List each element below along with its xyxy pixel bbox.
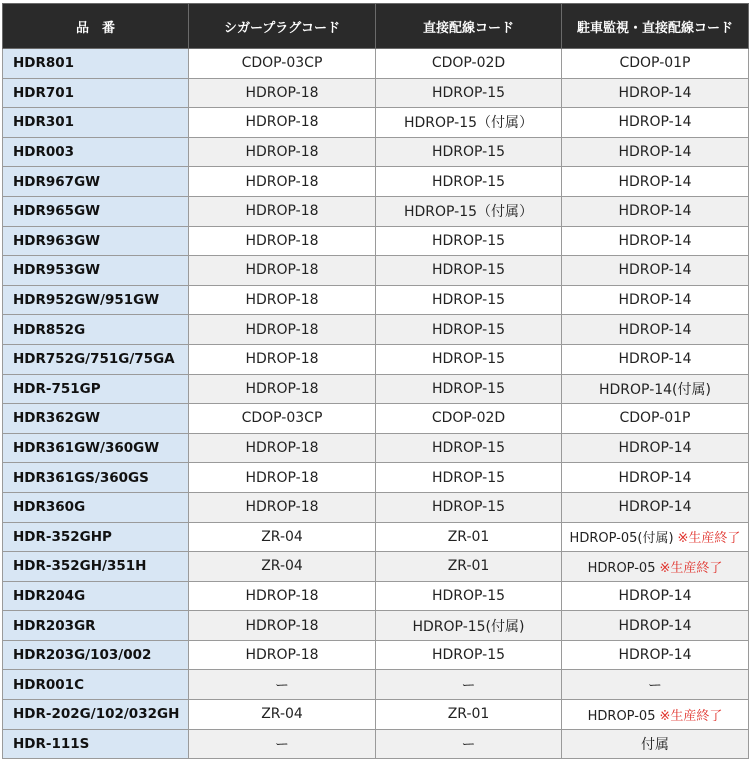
parking-monitor-cord-cell [562, 492, 749, 522]
model-cell: HDR967GW [3, 167, 189, 197]
model-cell: HDR952GW/951GW [3, 285, 189, 315]
table-row [3, 640, 749, 670]
cigar-plug-cord-cell: HDROP-18 [189, 463, 376, 493]
table-row [3, 196, 749, 226]
table-row [3, 700, 749, 730]
direct-wiring-cord-cell: HDROP-15 [376, 433, 562, 463]
cigar-plug-cord-cell: HDROP-18 [189, 256, 376, 286]
model-cell: HDR953GW [3, 256, 189, 286]
direct-wiring-cord-cell: HDROP-15 [376, 78, 562, 108]
parking-monitor-cord-cell [562, 611, 749, 641]
parking-cord-value: HDROP-14 [618, 232, 692, 249]
cigar-plug-cord-cell: ZR-04 [189, 522, 376, 552]
parking-cord-value: HDROP-14 [618, 321, 692, 338]
model-cell: HDR-111S [3, 729, 189, 759]
parking-cord-value: HDROP-14 [618, 292, 692, 309]
parking-cord-value: HDROP-14 [618, 440, 692, 457]
cigar-plug-cord-cell: CDOP-03CP [189, 49, 376, 79]
discontinued-note: ※生産終了 [677, 531, 741, 547]
parking-monitor-cord-cell [562, 344, 749, 374]
direct-wiring-cord-cell: ー [376, 729, 562, 759]
parking-monitor-cord-cell [562, 226, 749, 256]
parking-monitor-cord-cell [562, 552, 749, 582]
header-model: 品 番 [3, 4, 189, 49]
header-parking-monitor-cord: 駐車監視・直接配線コード [562, 4, 749, 49]
direct-wiring-cord-cell: HDROP-15 [376, 285, 562, 315]
discontinued-note: ※生産終了 [659, 708, 723, 724]
parking-cord-value: ー [648, 677, 662, 694]
direct-wiring-cord-cell: HDROP-15 [376, 226, 562, 256]
model-cell: HDR360G [3, 492, 189, 522]
parking-cord-value: HDROP-14(付属) [599, 381, 711, 398]
table-row [3, 581, 749, 611]
model-cell: HDR001C [3, 670, 189, 700]
cigar-plug-cord-cell: HDROP-18 [189, 492, 376, 522]
parking-cord-value: HDROP-14 [618, 84, 692, 101]
direct-wiring-cord-cell: ZR-01 [376, 700, 562, 730]
cigar-plug-cord-cell: HDROP-18 [189, 108, 376, 138]
parking-monitor-cord-cell [562, 640, 749, 670]
cigar-plug-cord-cell: ー [189, 670, 376, 700]
model-cell: HDR801 [3, 49, 189, 79]
parking-monitor-cord-cell [562, 374, 749, 404]
parking-monitor-cord-cell [562, 522, 749, 552]
table-row [3, 344, 749, 374]
cigar-plug-cord-cell: ZR-04 [189, 552, 376, 582]
model-cell: HDR-352GH/351H [3, 552, 189, 582]
direct-wiring-cord-cell: CDOP-02D [376, 49, 562, 79]
model-cell: HDR-352GHP [3, 522, 189, 552]
model-cell: HDR203G/103/002 [3, 640, 189, 670]
parking-cord-value: HDROP-14 [618, 469, 692, 486]
direct-wiring-cord-cell: HDROP-15(付属) [376, 611, 562, 641]
model-cell: HDR003 [3, 137, 189, 167]
cigar-plug-cord-cell: ZR-04 [189, 700, 376, 730]
parking-monitor-cord-cell [562, 700, 749, 730]
direct-wiring-cord-cell: HDROP-15 [376, 374, 562, 404]
parking-monitor-cord-cell [562, 670, 749, 700]
cigar-plug-cord-cell: HDROP-18 [189, 433, 376, 463]
direct-wiring-cord-cell: HDROP-15（付属） [376, 108, 562, 138]
table-row [3, 522, 749, 552]
cigar-plug-cord-cell: CDOP-03CP [189, 404, 376, 434]
direct-wiring-cord-cell: HDROP-15 [376, 463, 562, 493]
model-cell: HDR965GW [3, 196, 189, 226]
cigar-plug-cord-cell: HDROP-18 [189, 285, 376, 315]
table-row [3, 611, 749, 641]
model-cell: HDR361GW/360GW [3, 433, 189, 463]
parking-cord-value: HDROP-14 [618, 351, 692, 368]
parking-monitor-cord-cell [562, 78, 749, 108]
parking-monitor-cord-cell [562, 581, 749, 611]
model-cell: HDR963GW [3, 226, 189, 256]
parking-cord-value: CDOP-01P [619, 55, 691, 72]
parking-monitor-cord-cell [562, 729, 749, 759]
parking-cord-value: HDROP-05(付属) [569, 531, 674, 547]
parking-cord-value: HDROP-14 [618, 617, 692, 634]
parking-cord-value: HDROP-05 [587, 708, 656, 724]
table-row [3, 433, 749, 463]
table-row [3, 108, 749, 138]
table-row [3, 552, 749, 582]
parking-cord-value: CDOP-01P [619, 410, 691, 427]
parking-monitor-cord-cell [562, 108, 749, 138]
table-body [3, 49, 749, 759]
parking-cord-value: HDROP-14 [618, 587, 692, 604]
direct-wiring-cord-cell: HDROP-15 [376, 256, 562, 286]
direct-wiring-cord-cell: ZR-01 [376, 552, 562, 582]
table-row [3, 226, 749, 256]
table-row [3, 137, 749, 167]
direct-wiring-cord-cell: CDOP-02D [376, 404, 562, 434]
parking-monitor-cord-cell [562, 196, 749, 226]
parking-monitor-cord-cell [562, 137, 749, 167]
model-cell: HDR701 [3, 78, 189, 108]
direct-wiring-cord-cell: HDROP-15 [376, 167, 562, 197]
header-direct-wiring-cord: 直接配線コード [376, 4, 562, 49]
cigar-plug-cord-cell: HDROP-18 [189, 226, 376, 256]
direct-wiring-cord-cell: HDROP-15 [376, 137, 562, 167]
parking-cord-value: HDROP-14 [618, 262, 692, 279]
table-row [3, 49, 749, 79]
cigar-plug-cord-cell: HDROP-18 [189, 344, 376, 374]
cigar-plug-cord-cell: HDROP-18 [189, 167, 376, 197]
direct-wiring-cord-cell: HDROP-15 [376, 315, 562, 345]
table-row [3, 78, 749, 108]
parking-monitor-cord-cell [562, 315, 749, 345]
model-cell: HDR203GR [3, 611, 189, 641]
parking-monitor-cord-cell [562, 167, 749, 197]
model-cell: HDR204G [3, 581, 189, 611]
parking-cord-value: HDROP-14 [618, 647, 692, 664]
direct-wiring-cord-cell: ー [376, 670, 562, 700]
parking-monitor-cord-cell [562, 463, 749, 493]
direct-wiring-cord-cell: ZR-01 [376, 522, 562, 552]
header-cigar-plug-cord: シガープラグコード [189, 4, 376, 49]
model-cell: HDR-751GP [3, 374, 189, 404]
cigar-plug-cord-cell: HDROP-18 [189, 374, 376, 404]
header-row [3, 4, 749, 49]
table-row [3, 374, 749, 404]
model-cell: HDR362GW [3, 404, 189, 434]
cigar-plug-cord-cell: HDROP-18 [189, 137, 376, 167]
cigar-plug-cord-cell: HDROP-18 [189, 581, 376, 611]
parking-monitor-cord-cell [562, 433, 749, 463]
parking-monitor-cord-cell [562, 404, 749, 434]
model-cell: HDR301 [3, 108, 189, 138]
model-cell: HDR-202G/102/032GH [3, 700, 189, 730]
cigar-plug-cord-cell: HDROP-18 [189, 315, 376, 345]
table-row [3, 463, 749, 493]
model-cell: HDR752G/751G/75GA [3, 344, 189, 374]
table-row [3, 729, 749, 759]
table-row [3, 285, 749, 315]
direct-wiring-cord-cell: HDROP-15 [376, 640, 562, 670]
table-row [3, 404, 749, 434]
cigar-plug-cord-cell: HDROP-18 [189, 196, 376, 226]
cigar-plug-cord-cell: HDROP-18 [189, 611, 376, 641]
table-row [3, 670, 749, 700]
parking-cord-value: HDROP-14 [618, 144, 692, 161]
discontinued-note: ※生産終了 [659, 560, 723, 576]
parking-cord-value: HDROP-14 [618, 499, 692, 516]
table-row [3, 315, 749, 345]
parking-cord-value: HDROP-14 [618, 114, 692, 131]
cord-compatibility-table [2, 3, 749, 759]
parking-cord-value: HDROP-14 [618, 203, 692, 220]
cigar-plug-cord-cell: HDROP-18 [189, 640, 376, 670]
parking-cord-value: HDROP-14 [618, 173, 692, 190]
model-cell: HDR852G [3, 315, 189, 345]
direct-wiring-cord-cell: HDROP-15 [376, 492, 562, 522]
parking-cord-value: HDROP-05 [587, 560, 656, 576]
parking-monitor-cord-cell [562, 285, 749, 315]
cigar-plug-cord-cell: HDROP-18 [189, 78, 376, 108]
table-row [3, 256, 749, 286]
cigar-plug-cord-cell: ー [189, 729, 376, 759]
table-row [3, 167, 749, 197]
direct-wiring-cord-cell: HDROP-15 [376, 344, 562, 374]
direct-wiring-cord-cell: HDROP-15 [376, 581, 562, 611]
parking-monitor-cord-cell [562, 49, 749, 79]
parking-monitor-cord-cell [562, 256, 749, 286]
model-cell: HDR361GS/360GS [3, 463, 189, 493]
table-row [3, 492, 749, 522]
direct-wiring-cord-cell: HDROP-15（付属） [376, 196, 562, 226]
parking-cord-value: 付属 [641, 736, 669, 753]
